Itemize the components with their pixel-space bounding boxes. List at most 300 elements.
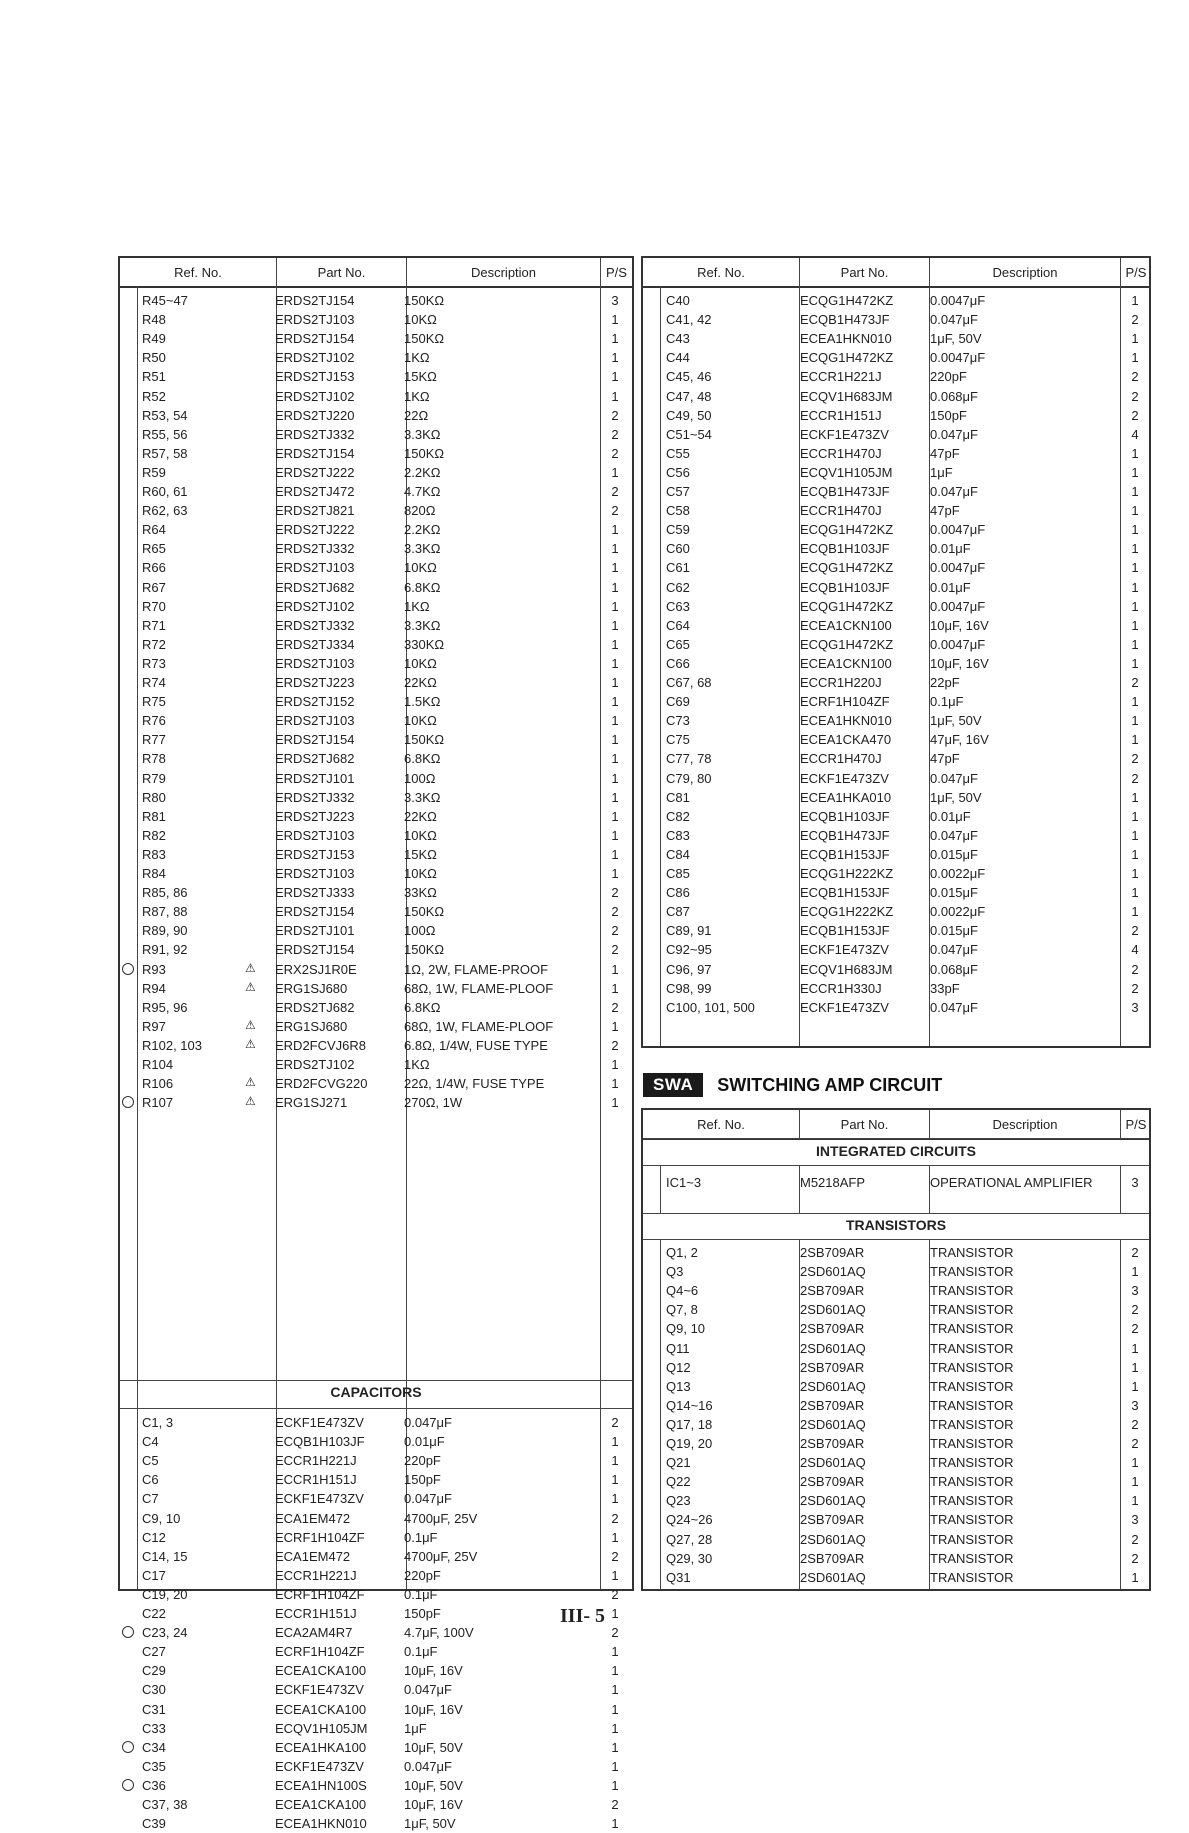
ref-no: C49, 50 [666, 407, 712, 423]
ps-qty: 1 [1131, 579, 1139, 595]
ps-qty: 1 [1131, 732, 1139, 748]
ref-no: R87, 88 [142, 904, 188, 920]
ps-qty: 1 [611, 980, 619, 996]
ref-no: C59 [666, 522, 690, 538]
table-row [120, 1795, 632, 1814]
description: 1μF, 50V [930, 789, 982, 805]
part-no: 2SB709AR [800, 1550, 865, 1566]
part-no: ERDS2TJ101 [275, 770, 355, 786]
table-row [643, 558, 1149, 577]
ps-qty: 2 [611, 942, 619, 958]
part-no: ECKF1E473ZV [800, 770, 889, 786]
ref-no: C92~95 [666, 942, 712, 958]
ps-qty: 2 [1131, 369, 1139, 385]
ref-no: C65 [666, 636, 690, 652]
section-title: INTEGRATED CIRCUITS [816, 1143, 976, 1159]
part-no: 2SB709AR [800, 1436, 865, 1451]
ref-no: C33 [142, 1720, 166, 1736]
ref-no: R84 [142, 866, 166, 881]
table-row [120, 1757, 632, 1776]
ref-no: R72 [142, 636, 166, 652]
ref-no: C63 [666, 598, 690, 614]
ref-no: C85 [666, 866, 690, 881]
part-no: ECEA1HN100S [275, 1777, 367, 1793]
ref-no: C73 [666, 713, 690, 729]
description: TRANSISTOR [930, 1321, 1014, 1337]
table-row [120, 864, 632, 883]
ref-no: C79, 80 [666, 770, 712, 786]
table-row [120, 673, 632, 692]
description: 0.068μF [930, 388, 978, 404]
part-no: ECEA1CKN100 [800, 617, 892, 633]
part-no: ERDS2TJ103 [275, 655, 355, 671]
warning-triangle-icon: ⚠ [245, 1075, 256, 1090]
ref-no: C31 [142, 1701, 166, 1717]
table-row [643, 1358, 1149, 1377]
part-no: ECRF1H104ZF [275, 1529, 365, 1545]
description: 150pF [404, 1472, 441, 1488]
part-no: ECQB1H153JF [800, 846, 890, 862]
table-row [643, 902, 1149, 921]
part-no: ERDS2TJ222 [275, 522, 355, 538]
part-no: ECKF1E473ZV [275, 1491, 364, 1507]
description: TRANSISTOR [930, 1569, 1014, 1585]
table-row [120, 597, 632, 616]
ref-header: Ref. No. [174, 265, 222, 280]
column-divider [1120, 1110, 1121, 1138]
part-no: ECQB1H153JF [800, 923, 890, 939]
part-no: ECEA1HKA010 [800, 789, 892, 805]
table-row [643, 1319, 1149, 1338]
part-no: ERDS2TJ153 [275, 369, 355, 385]
ps-qty: 3 [1131, 1397, 1139, 1413]
description: 4.7KΩ [404, 484, 441, 499]
ps-qty: 1 [1131, 1378, 1139, 1394]
part-no: ECA2AM4R7 [275, 1625, 353, 1641]
part-no: ECEA1HKN010 [800, 331, 892, 347]
ref-no: Q19, 20 [666, 1436, 713, 1451]
ref-no: R75 [142, 694, 166, 710]
ref-no: Q21 [666, 1455, 691, 1471]
ref-no: C69 [666, 694, 690, 710]
description: TRANSISTOR [930, 1531, 1014, 1547]
ps-qty: 3 [1131, 1175, 1139, 1190]
ps-qty: 1 [1131, 598, 1139, 614]
ref-header: Ref. No. [697, 265, 745, 280]
part-no: ECKF1E473ZV [275, 1758, 364, 1774]
ps-qty: 1 [1131, 541, 1139, 557]
part-no: ECEA1HKA100 [275, 1739, 367, 1755]
description: 3.3KΩ [404, 617, 441, 633]
ps-qty: 1 [611, 636, 619, 652]
description: TRANSISTOR [930, 1474, 1014, 1490]
ps-qty: 1 [1131, 331, 1139, 347]
description: 150KΩ [404, 904, 445, 920]
part-no: M5218AFP [800, 1175, 866, 1190]
ref-no: R80 [142, 789, 166, 805]
row-divider [643, 1165, 1149, 1166]
ps-qty: 2 [1131, 961, 1139, 977]
part-no: ECQV1H105JM [275, 1720, 368, 1736]
ps-qty: 3 [1131, 999, 1139, 1015]
description: 220pF [930, 369, 967, 385]
description: 150KΩ [404, 331, 445, 347]
table-row [643, 616, 1149, 635]
table-row [643, 1173, 1149, 1192]
ref-no: R83 [142, 846, 166, 862]
table-row [643, 845, 1149, 864]
ref-no: C98, 99 [666, 980, 712, 996]
part-no: ERDS2TJ154 [275, 942, 355, 958]
ref-no: C37, 38 [142, 1797, 188, 1812]
part-no: ECCR1H470J [800, 751, 882, 767]
description: TRANSISTOR [930, 1264, 1014, 1280]
ref-no: R70 [142, 598, 166, 614]
part-no: 2SD601AQ [800, 1302, 866, 1318]
description: 0.0047μF [930, 522, 986, 538]
ps-qty: 1 [1131, 904, 1139, 920]
part-no: ERDS2TJ682 [275, 579, 355, 595]
ref-no: C41, 42 [666, 312, 712, 328]
description: 0.0047μF [930, 293, 986, 308]
table-row [120, 1547, 632, 1566]
description: 47pF [930, 503, 960, 519]
ps-qty: 1 [1131, 1264, 1139, 1280]
part-no: ERDS2TJ101 [275, 923, 355, 939]
ref-no: C40 [666, 293, 690, 308]
part-no: ECQG1H222KZ [800, 904, 894, 920]
part-no: 2SB709AR [800, 1512, 865, 1528]
description: 4700μF, 25V [404, 1510, 478, 1526]
ref-no: C58 [666, 503, 690, 519]
ps-qty: 1 [1131, 885, 1139, 901]
part-no: ERDS2TJ334 [275, 636, 355, 652]
description: 1μF, 50V [930, 331, 982, 347]
ref-no: C6 [142, 1472, 159, 1488]
ref-no: C84 [666, 846, 690, 862]
ps-qty: 1 [611, 369, 619, 385]
ps-qty: 1 [611, 1057, 619, 1072]
ps-qty: 1 [611, 1644, 619, 1660]
ref-no: R60, 61 [142, 484, 188, 499]
table-row [120, 578, 632, 597]
ps-qty: 2 [611, 923, 619, 939]
description: 0.047μF [930, 942, 978, 958]
table-row [643, 291, 1149, 310]
part-no: ERX2SJ1R0E [275, 961, 357, 977]
ref-no: R67 [142, 579, 166, 595]
ps-qty: 2 [1131, 1302, 1139, 1318]
table-row [120, 1432, 632, 1451]
part-no: ERDS2TJ154 [275, 732, 355, 748]
swa-table-header [643, 1110, 1149, 1140]
description: 1μF, 50V [930, 713, 982, 729]
part-no: ECCR1H221J [800, 369, 882, 385]
ps-qty: 1 [611, 1739, 619, 1755]
ps-qty: 3 [611, 293, 619, 308]
description: OPERATIONAL AMPLIFIER [930, 1175, 1093, 1190]
ps-qty: 1 [611, 598, 619, 614]
table-row [643, 1415, 1149, 1434]
ref-no: R94 [142, 980, 166, 996]
ref-no: C34 [142, 1739, 166, 1755]
part-no: ECCR1H220J [800, 675, 882, 690]
warning-triangle-icon: ⚠ [245, 1017, 256, 1032]
table-row [643, 425, 1149, 444]
ps-qty: 2 [1131, 1550, 1139, 1566]
table-row [120, 291, 632, 310]
ps-qty: 2 [1131, 675, 1139, 690]
ps-qty: 1 [611, 464, 619, 480]
part-no: ERDS2TJ102 [275, 388, 355, 404]
table-row [643, 1243, 1149, 1262]
ref-no: C5 [142, 1453, 159, 1469]
table-row [120, 1642, 632, 1661]
part-no: ERDS2TJ153 [275, 846, 355, 862]
table-row [643, 1300, 1149, 1319]
safety-circle-icon [122, 1096, 134, 1108]
safety-circle-icon [122, 1779, 134, 1791]
part-no: ECEA1CKA100 [275, 1797, 367, 1812]
column-divider [929, 1110, 930, 1138]
table-row [643, 1472, 1149, 1491]
warning-triangle-icon: ⚠ [245, 979, 256, 994]
part-no: ERDS2TJ103 [275, 312, 355, 328]
ps-qty: 1 [611, 1606, 619, 1621]
ref-no: R106 [142, 1076, 174, 1092]
swa-badge: SWA [643, 1073, 703, 1097]
description: 220pF [404, 1567, 441, 1583]
ps-qty: 1 [611, 1701, 619, 1717]
part-no: ECCR1H470J [800, 445, 882, 461]
part-no: ERDS2TJ821 [275, 503, 355, 519]
table-row [643, 444, 1149, 463]
row-divider [643, 1239, 1149, 1240]
table-row [643, 406, 1149, 425]
ref-no: C75 [666, 732, 690, 748]
table-row [120, 310, 632, 329]
table-row [643, 1377, 1149, 1396]
ps-qty: 2 [611, 426, 619, 442]
table-row [643, 788, 1149, 807]
ref-no: Q23 [666, 1493, 691, 1509]
part-no: ECCR1H221J [275, 1567, 357, 1583]
ref-no: Q22 [666, 1474, 691, 1490]
ref-no: C45, 46 [666, 369, 712, 385]
description: 33pF [930, 980, 960, 996]
ps-qty: 1 [611, 312, 619, 328]
table-row [120, 367, 632, 386]
ref-no: R104 [142, 1057, 174, 1072]
ps-qty: 1 [1131, 846, 1139, 862]
ref-no: C82 [666, 808, 690, 824]
row-divider [120, 1380, 632, 1381]
description: TRANSISTOR [930, 1550, 1014, 1566]
table-row [120, 539, 632, 558]
ps-qty: 1 [611, 961, 619, 977]
description: 2.2KΩ [404, 522, 441, 538]
description: TRANSISTOR [930, 1359, 1014, 1375]
warning-triangle-icon: ⚠ [245, 960, 256, 975]
column-divider [799, 1110, 800, 1138]
ref-no: R59 [142, 464, 166, 480]
table-row [120, 463, 632, 482]
part-no: 2SB709AR [800, 1245, 865, 1260]
ref-no: C61 [666, 560, 690, 576]
swa-section-title [643, 1072, 942, 1098]
table-row [120, 635, 632, 654]
table-row [120, 1680, 632, 1699]
ref-no: R91, 92 [142, 942, 188, 958]
ref-no: C35 [142, 1758, 166, 1774]
part-no: ECRF1H104ZF [275, 1644, 365, 1660]
table-row [120, 1623, 632, 1642]
ref-no: C77, 78 [666, 751, 712, 767]
table-row [643, 635, 1149, 654]
table-row [643, 654, 1149, 673]
ps-qty: 2 [1131, 388, 1139, 404]
ps-qty: 1 [611, 1777, 619, 1793]
table-row [120, 482, 632, 501]
part-no: ECCR1H330J [800, 980, 882, 996]
ref-no: Q24~26 [666, 1512, 713, 1528]
description: 10μF, 16V [404, 1701, 463, 1717]
description: 0.1μF [930, 694, 964, 710]
ps-qty: 2 [611, 1548, 619, 1564]
table-row [643, 807, 1149, 826]
table-row [643, 367, 1149, 386]
part-no: 2SB709AR [800, 1359, 865, 1375]
description: 6.8KΩ [404, 751, 441, 767]
ps-qty: 2 [1131, 1416, 1139, 1432]
ps-qty: 2 [611, 503, 619, 519]
ps-qty: 1 [611, 522, 619, 538]
table-row [120, 520, 632, 539]
description: 22pF [930, 675, 960, 690]
part-no: ERDS2TJ102 [275, 598, 355, 614]
part-no: ERG1SJ680 [275, 980, 348, 996]
part-no: ECEA1CKA100 [275, 1701, 367, 1717]
ps-qty: 1 [1131, 1493, 1139, 1509]
ref-no: Q17, 18 [666, 1416, 713, 1432]
table-row [643, 1491, 1149, 1510]
ps-qty: 1 [611, 808, 619, 824]
part-no: ECQB1H473JF [800, 312, 890, 328]
table-row [120, 1528, 632, 1547]
ref-no: R79 [142, 770, 166, 786]
ref-no: C43 [666, 331, 690, 347]
table-row [120, 960, 632, 979]
part-no: ERDS2TJ222 [275, 464, 355, 480]
ref-no: C81 [666, 789, 690, 805]
table-row [120, 730, 632, 749]
ref-no: C67, 68 [666, 675, 712, 690]
ref-no: IC1~3 [666, 1175, 702, 1190]
table-row [120, 769, 632, 788]
description: 0.047μF [404, 1491, 452, 1507]
table-row [120, 1776, 632, 1795]
ref-no: Q1, 2 [666, 1245, 698, 1260]
description: 0.1μF [404, 1529, 438, 1545]
ps-qty: 1 [611, 331, 619, 347]
ps-qty: 2 [611, 1625, 619, 1641]
table-row [120, 425, 632, 444]
ref-no: R82 [142, 827, 166, 843]
ps-qty: 1 [611, 1529, 619, 1545]
part-no: ERDS2TJ220 [275, 407, 355, 423]
ref-no: R78 [142, 751, 166, 767]
ps-qty: 1 [611, 1816, 619, 1832]
ref-no: R81 [142, 808, 166, 824]
description: 330KΩ [404, 636, 445, 652]
table-row [643, 1453, 1149, 1472]
table-row [643, 1510, 1149, 1529]
ps-qty: 1 [611, 388, 619, 404]
description: 820Ω [404, 503, 436, 519]
description: 1.5KΩ [404, 694, 441, 710]
table-row [643, 387, 1149, 406]
ps-header: P/S [1125, 1117, 1147, 1132]
table-row [643, 1281, 1149, 1300]
ps-qty: 1 [611, 1720, 619, 1736]
description: 150pF [404, 1606, 441, 1621]
ref-no: C1, 3 [142, 1415, 174, 1430]
table-row [643, 1396, 1149, 1415]
ps-qty: 2 [611, 999, 619, 1015]
table-row [643, 940, 1149, 959]
table-row [643, 1549, 1149, 1568]
ps-qty: 1 [611, 1491, 619, 1507]
table-row [120, 749, 632, 768]
ref-no: C83 [666, 827, 690, 843]
ps-qty: 1 [1131, 1474, 1139, 1490]
description: 0.047μF [930, 426, 978, 442]
description: 0.047μF [930, 484, 978, 499]
description: 3.3KΩ [404, 541, 441, 557]
part-no: 2SB709AR [800, 1474, 865, 1490]
ref-no: C60 [666, 541, 690, 557]
ref-no: C4 [142, 1434, 159, 1450]
part-no: ECQG1H472KZ [800, 522, 894, 538]
ps-qty: 1 [1131, 560, 1139, 576]
ps-qty: 1 [611, 732, 619, 748]
desc-header: Description [992, 265, 1058, 280]
part-no: 2SD601AQ [800, 1378, 866, 1394]
swa-parts-table [641, 1108, 1151, 1591]
ref-no: C56 [666, 464, 690, 480]
description: 10KΩ [404, 655, 437, 671]
ref-no: Q12 [666, 1359, 691, 1375]
ref-no: R51 [142, 369, 166, 385]
right-parts-table [641, 256, 1151, 1048]
ps-qty: 1 [1131, 617, 1139, 633]
part-no: ECQB1H103JF [800, 541, 890, 557]
description: 22KΩ [404, 675, 437, 690]
description: 10μF, 16V [404, 1797, 463, 1812]
description: 1μF [930, 464, 953, 480]
ref-no: R50 [142, 350, 166, 366]
part-no: ECKF1E473ZV [275, 1415, 364, 1430]
description: 1Ω, 2W, FLAME-PROOF [404, 961, 549, 977]
part-no: ECKF1E473ZV [800, 942, 889, 958]
ref-no: Q3 [666, 1264, 684, 1280]
part-no: ECQG1H472KZ [800, 560, 894, 576]
description: 0.01μF [930, 808, 971, 824]
table-row [120, 979, 632, 998]
table-row [120, 1509, 632, 1528]
table-row [643, 960, 1149, 979]
ref-no: R71 [142, 617, 166, 633]
